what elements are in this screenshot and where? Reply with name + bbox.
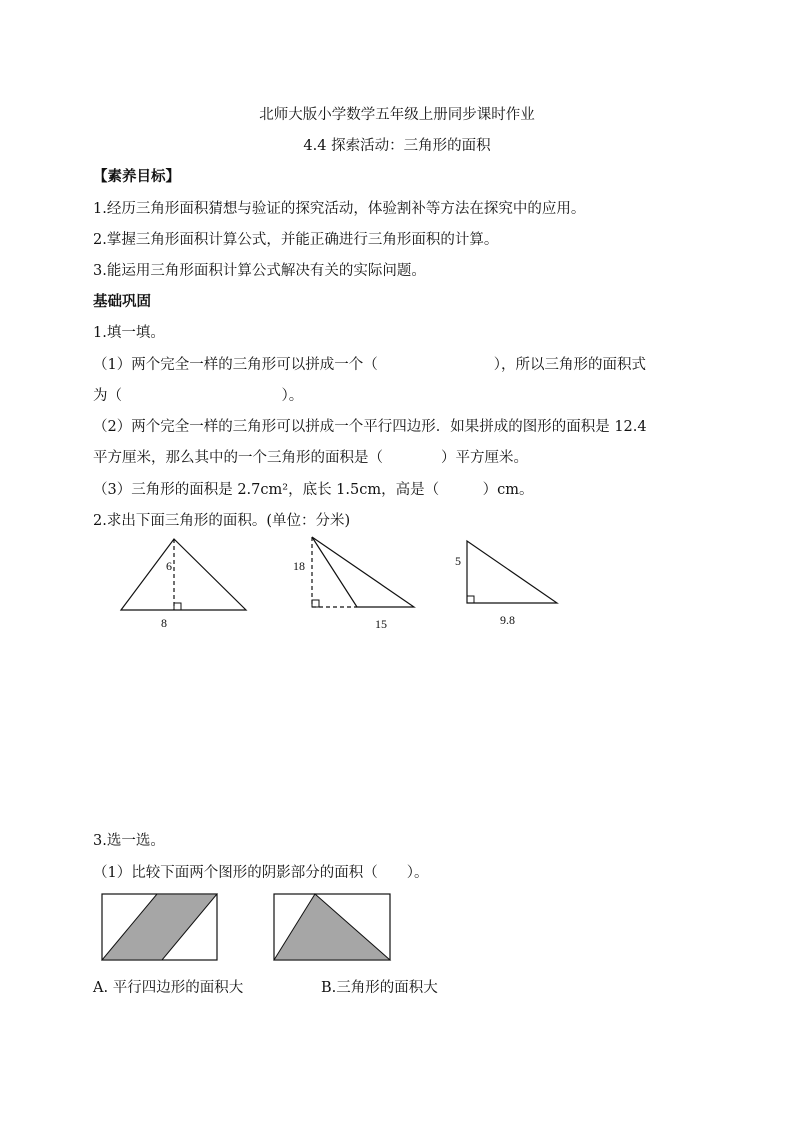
triangle-3-base-label: 9.8 xyxy=(500,613,515,627)
parallelogram-figure xyxy=(102,894,217,960)
goals-heading: 【素养目标】 xyxy=(93,168,180,185)
triangle-1-height-label: 6 xyxy=(166,559,172,573)
q2-title: 2.求出下面三角形的面积。(单位：分米) xyxy=(93,513,351,529)
triangle-1-right-angle-mark xyxy=(174,603,181,610)
triangle-2-base-label: 15 xyxy=(375,617,387,631)
q1-part2-line1: （2）两个完全一样的三角形可以拼成一个平行四边形．如果拼成的图形的面积是 12.4 xyxy=(93,419,647,435)
triangle-figure-3 xyxy=(455,541,557,627)
q1-title: 1.填一填。 xyxy=(93,325,165,341)
q1-part2-line2: 平方厘米，那么其中的一个三角形的面积是（ ）平方厘米。 xyxy=(93,450,528,466)
q1-part1-line2: 为（ ）。 xyxy=(93,388,304,404)
q3-title: 3.选一选。 xyxy=(93,833,165,849)
triangle-1-base-label: 8 xyxy=(161,616,167,630)
goal-item-3: 3.能运用三角形面积计算公式解决有关的实际问题。 xyxy=(93,263,426,279)
section-basic-heading: 基础巩固 xyxy=(93,293,151,310)
triangle-3-outline xyxy=(467,541,557,603)
triangle-2-outline xyxy=(312,537,414,607)
triangle-figure xyxy=(274,894,390,960)
q1-part1-line1: （1）两个完全一样的三角形可以拼成一个（ ），所以三角形的面积式 xyxy=(93,357,646,373)
q1-part3: （3）三角形的面积是 2.7cm²，底长 1.5cm，高是（ ）cm。 xyxy=(93,482,534,498)
triangle-2-right-angle-mark xyxy=(312,600,319,607)
option-b[interactable]: B.三角形的面积大 xyxy=(321,980,438,996)
q3-figures xyxy=(0,888,794,968)
triangle-1-outline xyxy=(121,539,246,610)
q3-part1: （1）比较下面两个图形的阴影部分的面积（ ）。 xyxy=(93,865,429,881)
triangle-figure-1 xyxy=(121,539,246,630)
page-title: 北师大版小学数学五年级上册同步课时作业 xyxy=(259,107,535,123)
triangle-3-right-angle-mark xyxy=(467,596,474,603)
goal-item-2: 2.掌握三角形面积计算公式，并能正确进行三角形面积的计算。 xyxy=(93,232,499,248)
triangle-2-height-label: 18 xyxy=(293,559,305,573)
q2-figures xyxy=(0,530,794,640)
goal-item-1: 1.经历三角形面积猜想与验证的探究活动，体验割补等方法在探究中的应用。 xyxy=(93,201,586,217)
page-subtitle: 4.4 探索活动：三角形的面积 xyxy=(303,138,491,154)
triangle-3-height-label: 5 xyxy=(455,554,461,568)
triangle-figure-2 xyxy=(293,537,414,631)
option-a[interactable]: A. 平行四边形的面积大 xyxy=(93,980,244,996)
